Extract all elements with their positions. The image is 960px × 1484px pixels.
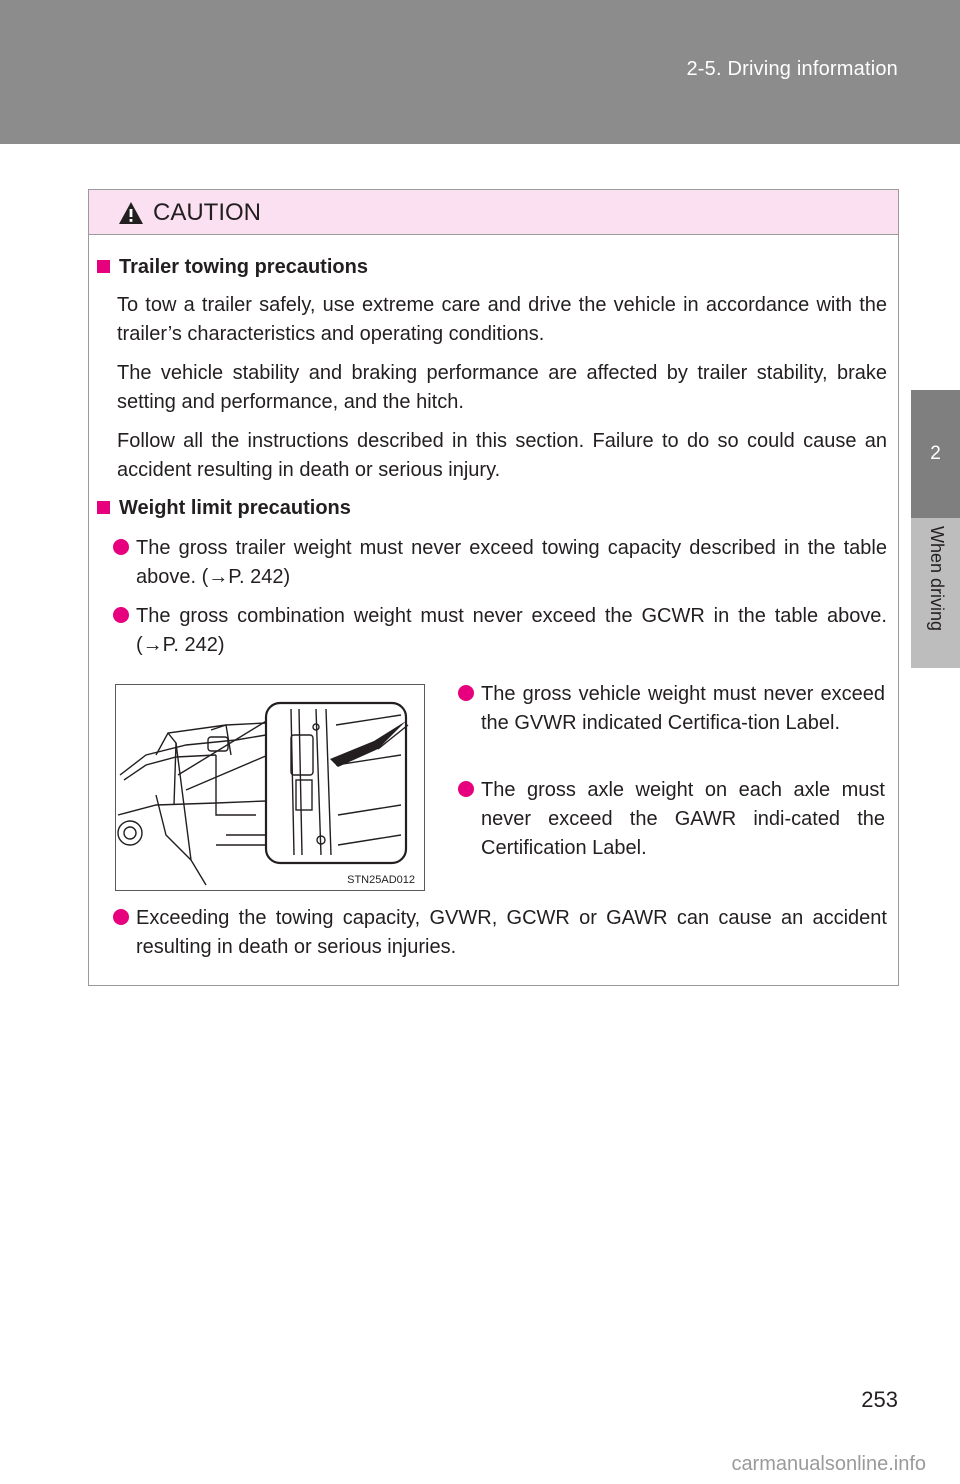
figure-code: STN25AD012 bbox=[347, 874, 415, 886]
chapter-label-tab bbox=[911, 518, 960, 668]
list-item: Exceeding the towing capacity, GVWR, GCWR or GAWR can cause an accident resulting in death or serious injuries. bbox=[113, 904, 887, 962]
door-pillar-certification-label-illustration bbox=[116, 685, 424, 890]
round-bullet-icon bbox=[458, 685, 474, 701]
paragraph: The vehicle stability and braking performance are affected by trailer stability, brake setting and performance, and the hitch. bbox=[117, 362, 887, 413]
round-bullet-icon bbox=[113, 539, 129, 555]
list-item: The gross trailer weight must never exceed towing capacity described in the table above. (→P. 242) bbox=[113, 534, 887, 592]
section-heading-weight-limit: Weight limit precautions bbox=[97, 497, 351, 520]
certification-label-figure bbox=[115, 684, 425, 891]
round-bullet-icon bbox=[113, 607, 129, 623]
section-heading-trailer-towing: Trailer towing precautions bbox=[97, 256, 368, 279]
round-bullet-icon bbox=[458, 781, 474, 797]
section-title: 2-5. Driving information bbox=[686, 58, 898, 80]
square-bullet-icon bbox=[97, 260, 110, 273]
list-item: The gross axle weight on each axle must never exceed the GAWR indi-cated the Certification Label. bbox=[458, 776, 885, 863]
list-item: The gross combination weight must never exceed the GCWR in the table above. (→P. 242) bbox=[113, 602, 887, 660]
watermark: carmanualsonline.info bbox=[731, 1453, 926, 1475]
caution-header bbox=[89, 190, 898, 235]
caution-title: CAUTION bbox=[153, 199, 261, 226]
chapter-label: When driving bbox=[927, 526, 947, 632]
header-band bbox=[0, 0, 960, 144]
list-item: The gross vehicle weight must never exceed the GVWR indicated Certifica-tion Label. bbox=[458, 680, 885, 738]
page-number: 253 bbox=[861, 1387, 898, 1412]
paragraph: To tow a trailer safely, use extreme care and drive the vehicle in accordance with the trailer’s characteristics and operating conditions. bbox=[117, 294, 887, 345]
square-bullet-icon bbox=[97, 501, 110, 514]
warning-triangle-icon bbox=[118, 201, 144, 225]
chapter-number-tab: 2 bbox=[911, 390, 960, 518]
round-bullet-icon bbox=[113, 909, 129, 925]
paragraph: Follow all the instructions described in this section. Failure to do so could cause an accident resulting in death or serious injury. bbox=[117, 430, 887, 481]
